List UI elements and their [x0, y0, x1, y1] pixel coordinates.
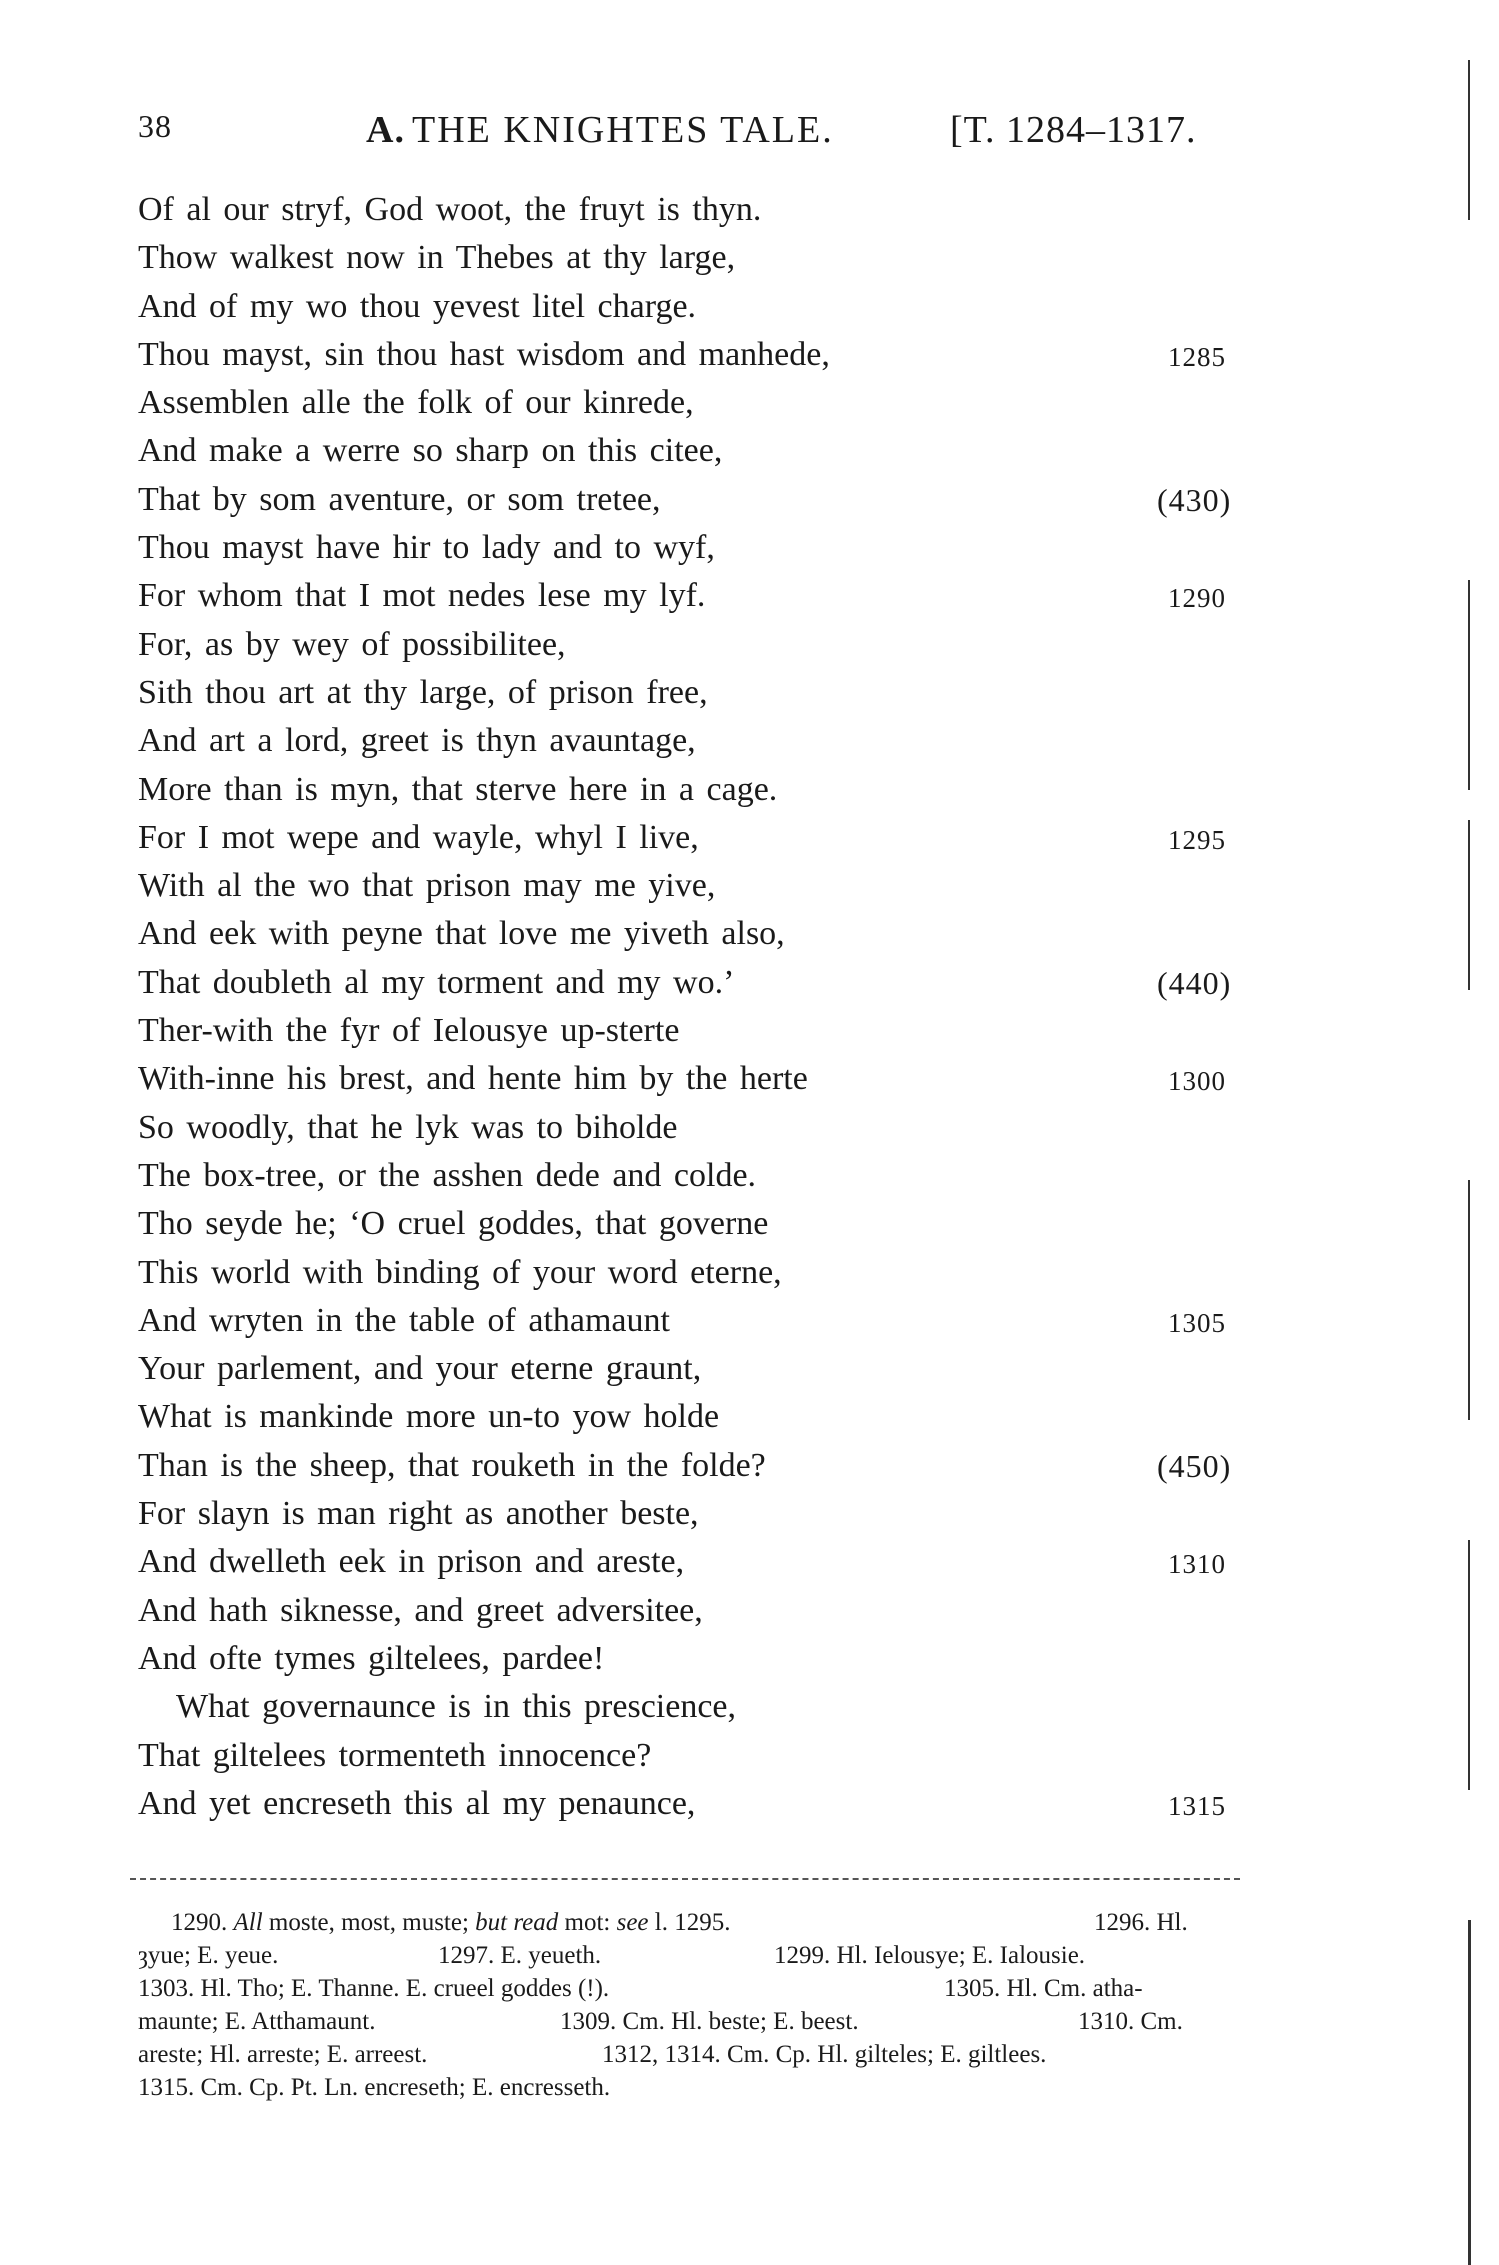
verse-line [138, 1345, 1238, 1393]
verse-text: Thou mayst, sin thou hast wisdom and manhede, [138, 335, 830, 373]
verse-text: What governaunce is in this prescience, [176, 1688, 737, 1726]
scan-edge-mark [1468, 1180, 1470, 1420]
verse-body [138, 186, 1238, 1828]
verse-text: For whom that I mot nedes lese my lyf. [138, 577, 706, 615]
footnote-line [138, 1906, 1238, 1939]
footnote-1296: 1296. Hl. [1094, 1909, 1188, 1936]
verse-text: Of al our stryf, God woot, the fruyt is thyn. [138, 191, 762, 228]
verse-line [138, 1587, 1238, 1635]
verse-text: Thow walkest now in Thebes at thy large, [138, 239, 736, 277]
footnotes [138, 1906, 1238, 2104]
verse-text: With-inne his brest, and hente him by the herte [138, 1060, 808, 1098]
verse-line [138, 379, 1238, 427]
line-number: 1305 [1168, 1307, 1226, 1338]
line-number: (440) [1157, 964, 1232, 1001]
verse-text: That giltelees tormenteth innocence? [138, 1736, 652, 1774]
verse-text: More than is myn, that sterve here in a cage. [138, 770, 778, 808]
line-number: 1290 [1168, 583, 1226, 614]
line-number: (430) [1157, 481, 1232, 518]
line-number: 1295 [1168, 824, 1226, 855]
verse-line [138, 572, 1238, 620]
line-number: 1300 [1168, 1066, 1226, 1097]
verse-line [138, 1780, 1238, 1828]
verse-line [138, 186, 1238, 234]
verse-line [138, 669, 1238, 717]
footnote-line [138, 1939, 1238, 1972]
verse-text: So woodly, that he lyk was to biholde [138, 1108, 678, 1146]
verse-line [138, 621, 1238, 669]
verse-line [138, 1635, 1238, 1683]
verse-line [138, 959, 1238, 1007]
verse-line [138, 331, 1238, 379]
footnote-1305: 1305. Hl. Cm. atha- [944, 1975, 1143, 2002]
verse-line [138, 1683, 1238, 1731]
verse-line [138, 1249, 1238, 1297]
scan-edge-mark [1468, 60, 1470, 220]
verse-text: For I mot wepe and wayle, whyl I live, [138, 818, 699, 856]
section-letter: A. [366, 109, 405, 151]
verse-line [138, 717, 1238, 765]
verse-line [138, 1442, 1238, 1490]
verse-text: Ther-with the fyr of Ielousye up-sterte [138, 1012, 680, 1050]
page-title: THE KNIGHTES TALE. [412, 109, 834, 151]
footnote-1290: 1290. All moste, most, muste; but read mot: see l. 1295. [171, 1909, 731, 1936]
verse-text: With al the wo that prison may me yive, [138, 867, 716, 905]
footnote-1305-cont: maunte; E. Atthamaunt. [138, 2008, 376, 2035]
verse-text: For, as by wey of possibilitee, [138, 625, 566, 663]
verse-text: Sith thou art at thy large, of prison free, [138, 673, 708, 711]
verse-line [138, 862, 1238, 910]
verse-line [138, 1104, 1238, 1152]
verse-text: And art a lord, greet is thyn avauntage, [138, 722, 696, 760]
running-header [138, 108, 1238, 158]
verse-text: And of my wo thou yevest litel charge. [138, 287, 697, 325]
verse-text: The box-tree, or the asshen dede and colde. [138, 1156, 757, 1194]
verse-line [138, 427, 1238, 475]
footnote-line [138, 2005, 1238, 2038]
footnote-1309: 1309. Cm. Hl. beste; E. beest. [560, 2008, 859, 2035]
scan-edge-mark [1468, 1920, 1471, 2265]
verse-line [138, 1200, 1238, 1248]
verse-text: Than is the sheep, that rouketh in the folde? [138, 1446, 766, 1484]
page-number: 38 [138, 108, 172, 144]
verse-line [138, 283, 1238, 331]
footnote-divider [130, 1878, 1240, 1880]
footnote-1310-cont: areste; Hl. arreste; E. arreest. [138, 2041, 428, 2068]
footnote-1296-cont: ȝyue; E. yeue. [138, 1942, 279, 1969]
verse-text: And ofte tymes giltelees, pardee! [138, 1639, 605, 1677]
verse-line [138, 234, 1238, 282]
footnote-1310: 1310. Cm. [1078, 2008, 1183, 2035]
footnote-line [138, 2038, 1238, 2071]
verse-line [138, 766, 1238, 814]
verse-line [138, 1007, 1238, 1055]
line-range: [T. 1284–1317. [950, 109, 1197, 151]
line-number: 1285 [1168, 341, 1226, 372]
verse-line [138, 1152, 1238, 1200]
verse-text: And hath siknesse, and greet adversitee, [138, 1591, 703, 1629]
footnote-1299: 1299. Hl. Ielousye; E. Ialousie. [774, 1942, 1086, 1969]
line-number: 1315 [1168, 1790, 1226, 1821]
scan-edge-mark [1468, 1540, 1470, 1790]
footnote-line [138, 1972, 1238, 2005]
verse-text: This world with binding of your word eterne, [138, 1253, 782, 1291]
verse-text: And dwelleth eek in prison and areste, [138, 1543, 685, 1581]
footnote-1312: 1312, 1314. Cm. Cp. Hl. gilteles; E. giltlees. [602, 2041, 1047, 2068]
verse-text: Tho seyde he; ‘O cruel goddes, that governe [138, 1205, 769, 1243]
verse-line [138, 1393, 1238, 1441]
scan-edge-mark [1468, 820, 1470, 990]
verse-text: That by som aventure, or som tretee, [138, 480, 661, 518]
footnote-line [138, 2071, 1238, 2104]
verse-line [138, 1490, 1238, 1538]
footnote-1297: 1297. E. yeueth. [438, 1942, 602, 1969]
footnote-1303: 1303. Hl. Tho; E. Thanne. E. crueel goddes (!). [138, 1975, 610, 2002]
line-number: (450) [1157, 1447, 1232, 1484]
scan-edge-mark [1468, 580, 1470, 790]
line-number: 1310 [1168, 1549, 1226, 1580]
verse-line [138, 1538, 1238, 1586]
verse-text: That doubleth al my torment and my wo.’ [138, 963, 735, 1001]
verse-text: And wryten in the table of athamaunt [138, 1301, 670, 1339]
verse-text: And yet encreseth this al my penaunce, [138, 1784, 696, 1822]
verse-text: For slayn is man right as another beste, [138, 1495, 699, 1533]
verse-text: And make a werre so sharp on this citee, [138, 432, 723, 470]
verse-line [138, 476, 1238, 524]
verse-line [138, 1732, 1238, 1780]
footnote-1315: 1315. Cm. Cp. Pt. Ln. encreseth; E. encresseth. [138, 2074, 611, 2101]
verse-text: Assemblen alle the folk of our kinrede, [138, 384, 694, 422]
verse-line [138, 524, 1238, 572]
verse-line [138, 814, 1238, 862]
verse-line [138, 1297, 1238, 1345]
verse-text: What is mankinde more un-to yow holde [138, 1398, 720, 1436]
verse-text: Your parlement, and your eterne graunt, [138, 1350, 702, 1388]
verse-line [138, 910, 1238, 958]
verse-text: And eek with peyne that love me yiveth also, [138, 915, 785, 953]
verse-line [138, 1055, 1238, 1103]
verse-text: Thou mayst have hir to lady and to wyf, [138, 529, 715, 567]
